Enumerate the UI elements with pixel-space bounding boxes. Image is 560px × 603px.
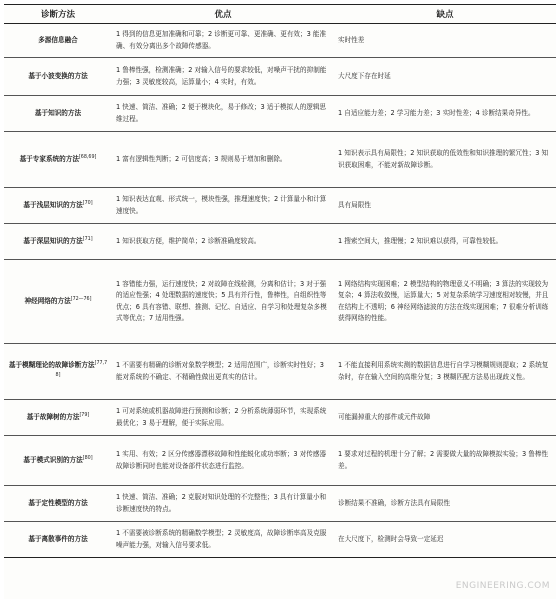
advantages-cell: 1 知识获取方便，维护简单；2 诊断准确度较高。: [112, 224, 334, 260]
advantages-cell: 1 鲁棒性强，检测准确；2 对输入信号的要求较低，对噪声干扰的抑制能力强；3 灵敏度较高，运算量小；4 实时，有效。: [112, 58, 334, 96]
disadvantages-cell: 实时性差: [334, 24, 556, 58]
table-row: [4, 224, 556, 260]
method-cell: 基于模糊理论的故障诊断方法[77,78]: [4, 344, 112, 400]
method-cell: 基于深层知识的方法[71]: [4, 224, 112, 260]
header-advantages: 优点: [112, 5, 334, 24]
disadvantages-cell: 1 搜索空间大，推理慢；2 知识难以获得，可靠性较低。: [334, 224, 556, 260]
method-cell: 基于定性模型的方法: [4, 486, 112, 522]
disadvantages-cell: 1 不能直接利用系统实测的数据信息进行自学习模糊规则提取；2 系统复杂时，存在输入空间的高维分复；3 模糊匹配方法易出现歧义性。: [334, 344, 556, 400]
table-row: [4, 486, 556, 522]
advantages-cell: 1 可对系统或机器故障进行预测和诊断；2 分析系统薄弱环节，实现系统最优化；3 易于理解，便于实际应用。: [112, 400, 334, 436]
method-cell: 基于小波变换的方法: [4, 58, 112, 96]
advantages-cell: 1 快速、简洁、准确；2 克服对知识处理的不完整性；3 具有计算量小和诊断速度快的特点。: [112, 486, 334, 522]
method-cell: 基于故障树的方法[79]: [4, 400, 112, 436]
advantages-cell: 1 不需要有精确的诊断对象数学模型；2 适用范围广，诊断实时性好；3 能对系统的不确定、不精确性做出更真实的估计。: [112, 344, 334, 400]
header-disadvantages: 缺点: [334, 5, 556, 24]
method-cell: 多源信息融合: [4, 24, 112, 58]
disadvantages-cell: 1 要求对过程的机理十分了解；2 需要做大量的故障模拟实验；3 鲁棒性差。: [334, 436, 556, 486]
advantages-cell: 1 不需要被诊断系统的精确数学模型；2 灵敏度高，故障诊断率高及克服噪声能力强，对输入信号要求低。: [112, 522, 334, 558]
method-cell: 基于模式识别的方法[80]: [4, 436, 112, 486]
watermark: ENGINEERING.COM: [455, 581, 550, 591]
method-cell: 基于离散事件的方法: [4, 522, 112, 558]
advantages-cell: 1 快速、简洁、准确；2 便于模块化，易于修改；3 适于模拟人的逻辑思维过程。: [112, 96, 334, 132]
disadvantages-cell: 1 网络结构实现困难；2 模型结构的物理意义不明确；3 算法的实现较为复杂；4 算法收敛慢，运算量大；5 对复杂系统学习速度相对较慢，并且在结构上不透明；6 神经网络滤波的方法在线实现困难；7 很难分析训练获得网络的性能。: [334, 260, 556, 344]
table-row: [4, 24, 556, 58]
table-row: [4, 132, 556, 188]
table-row: [4, 188, 556, 224]
advantages-cell: 1 实用、有效；2 区分传感器漂移故障和性能蜕化或功率断；3 对传感器故障诊断同时也能对设备部件状态进行监控。: [112, 436, 334, 486]
disadvantages-cell: 可能漏掉重大的部件或元件故障: [334, 400, 556, 436]
disadvantages-cell: 诊断结果不准确，诊断方法具有局限性: [334, 486, 556, 522]
disadvantages-cell: 1 自适应能力差；2 学习能力差；3 实时性差；4 诊断结果奇异性。: [334, 96, 556, 132]
method-cell: 基于专家系统的方法[68,69]: [4, 132, 112, 188]
table-row: [4, 260, 556, 344]
table-row: [4, 522, 556, 558]
table-row: [4, 436, 556, 486]
disadvantages-cell: 在大尺度下，检测时会导致一定延迟: [334, 522, 556, 558]
header-row: [4, 5, 556, 24]
method-cell: 神经网络的方法[72—76]: [4, 260, 112, 344]
comparison-table: [4, 4, 556, 558]
disadvantages-cell: 具有局限性: [334, 188, 556, 224]
header-method: 诊断方法: [4, 5, 112, 24]
advantages-cell: 1 知识表达直观、形式统一，模块性强，推理速度快；2 计算量小和计算速度快。: [112, 188, 334, 224]
method-cell: 基于知识的方法: [4, 96, 112, 132]
advantages-cell: 1 富有逻辑性判断；2 可信度高；3 规则易于增加和删除。: [112, 132, 334, 188]
table-row: [4, 400, 556, 436]
disadvantages-cell: 1 知识表示具有局限性；2 知识获取的低效性和知识推理的繁冗性；3 知识获取困难，不能对新故障诊断。: [334, 132, 556, 188]
table-row: [4, 58, 556, 96]
table-row: [4, 344, 556, 400]
advantages-cell: 1 容错能力强，运行速度快；2 对故障在线检测，分离和估计；3 对于强的适应性强；4 处理数据的速度快；5 具有并行性，鲁棒性，自组织性等优点；6 具有容错、联想、推测、记忆、自适应、自学习和处理复杂多模式等优点；7 适用性强。: [112, 260, 334, 344]
disadvantages-cell: 大尺度下存在时延: [334, 58, 556, 96]
method-cell: 基于浅层知识的方法[70]: [4, 188, 112, 224]
document-page: [4, 4, 556, 599]
advantages-cell: 1 得到的信息更加准确和可靠；2 诊断更可靠、更准确、更有效；3 能准确、有效分离出多个故障传感器。: [112, 24, 334, 58]
table-row: [4, 96, 556, 132]
